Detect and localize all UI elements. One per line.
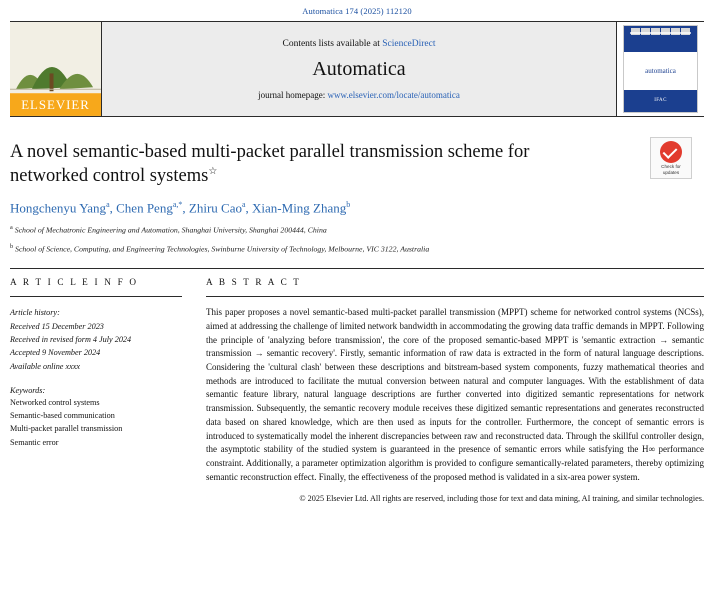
running-head: Automatica 174 (2025) 112120: [302, 6, 412, 16]
check-icon: [660, 141, 682, 163]
cover-footer-band: [624, 90, 697, 112]
author-affil-mark: b: [346, 200, 351, 210]
abstract-text: This paper proposes a novel semantic-based multi-packet parallel transmission (MPPT) scheme for networked control systems (NCSs), aimed at addressing the challenge of limited network bandwidth in accommodating the growing data traffic demands in MPPT. Following the principle of 'analyzing before transmission', the core of the proposed semantic-based MPPT is 'semantic extraction → semantic transmission → semantic recovery'. Firstly, semantic information of raw data is extracted in the form of natural language descriptions. Considering the 'cultural clash' between these descriptions and bitstream-based system components, fuzzy mathematical theories and methods are introduced to facilitate the mutual conversion between natural and computer languages. With the establishment of data semantic feature library, natural language descriptions are further converted into digitized semantic representations for network transmission. Subsequently, the semantic recovery module receives these digitized semantic representations and generates reconstructed data based on shared knowledge, which are then used as inputs for the controller. Furthermore, the concept of semantic errors is introduced to systematically model the inherent discrepancies between raw and reconstructed data. Through the skillful controller design, the asymptotic stability of the studied system is guaranteed in the presence of semantic errors while satisfying the H∞ performance constraint. Additionally, a parameter optimization algorithm is provided to configure semantically-related parameters, thereby optimizing semantic reconstruction effect. Finally, the effectiveness of the proposed method is validated in a six-area power system.: [206, 307, 704, 482]
crossmark-badge[interactable]: [650, 137, 692, 179]
svg-text:ELSEVIER: ELSEVIER: [21, 98, 90, 113]
publisher-logo: [10, 22, 102, 116]
history-item: Accepted 9 November 2024: [10, 348, 101, 358]
cover-image: [623, 25, 698, 113]
history-item: Available online xxxx: [10, 361, 81, 371]
affiliation-text: School of Science, Computing, and Engineering Technologies, Swinburne University of Technology, Melbourne, VIC 3122, Australia: [15, 244, 430, 254]
journal-masthead: [10, 21, 704, 117]
journal-cover: [616, 22, 704, 116]
cover-footer-text: IFAC: [654, 98, 667, 104]
affiliation-mark: b: [10, 242, 14, 250]
keyword-item: Semantic error: [10, 437, 59, 447]
keywords-label: Keywords:: [10, 385, 46, 395]
journal-homepage-line: [108, 90, 610, 100]
journal-title: Automatica: [312, 57, 406, 80]
info-abstract-columns: [10, 277, 704, 505]
article-info-rule: [10, 296, 182, 297]
abstract-rule: [206, 296, 704, 297]
crossmark-line2: updates: [662, 169, 680, 175]
affiliation-text: School of Mechatronic Engineering and Automation, Shanghai University, Shanghai 200444, China: [14, 225, 327, 235]
author-affil-mark: a: [106, 200, 110, 210]
abstract-heading: A B S T R A C T: [206, 277, 302, 288]
author-list: Hongchenyu Yang$^a$, Chen Peng$^{a,*}$, Zhiru Cao$^a$, Xian-Ming Zhang$^b$: [10, 200, 351, 216]
article-history: [10, 306, 182, 372]
keywords-list: [10, 396, 182, 449]
title-text: A novel semantic-based multi-packet parallel transmission scheme for networked control systems: [10, 142, 530, 186]
section-divider: [10, 268, 704, 269]
title-block: [10, 117, 704, 254]
author-name[interactable]: Zhiru Cao: [188, 200, 242, 216]
cover-title: automatica: [624, 52, 697, 90]
author-name[interactable]: Xian-Ming Zhang: [252, 200, 347, 216]
history-item: Received in revised form 4 July 2024: [10, 335, 132, 345]
cover-header-band: [624, 26, 697, 52]
contents-line: [108, 39, 610, 49]
author-affil-mark: a,*: [172, 200, 183, 210]
article-info-column: [10, 277, 198, 505]
title-footnote-mark: ☆: [208, 165, 218, 177]
history-label: Article history:: [10, 308, 60, 318]
sciencedirect-link[interactable]: ScienceDirect: [382, 38, 436, 49]
page-title: [10, 141, 610, 188]
author-affil-mark: a: [241, 200, 246, 210]
keyword-item: Multi-packet parallel transmission: [10, 424, 123, 434]
abstract-column: [198, 277, 704, 505]
elsevier-tree-icon: [10, 22, 101, 116]
affiliation: [10, 224, 704, 236]
author-name[interactable]: Hongchenyu Yang: [10, 200, 107, 216]
keyword-item: Semantic-based communication: [10, 411, 115, 421]
homepage-link[interactable]: www.elsevier.com/locate/automatica: [327, 89, 460, 100]
cover-strip: [631, 28, 690, 35]
affiliation-mark: a: [10, 223, 13, 231]
contents-prefix: Contents lists available at: [282, 38, 383, 49]
masthead-center: [102, 22, 616, 116]
crossmark-line1: Check for: [661, 164, 681, 169]
keyword-item: Networked control systems: [10, 397, 100, 407]
copyright-notice: © 2025 Elsevier Ltd. All rights are reserved, including those for text and data mining, AI training, and similar technologies.: [299, 494, 704, 504]
article-info-heading: A R T I C L E I N F O: [10, 277, 139, 288]
author-name[interactable]: Chen Peng: [116, 200, 173, 216]
affiliation: [10, 243, 704, 255]
history-item: Received 15 December 2023: [10, 321, 104, 331]
homepage-prefix: journal homepage:: [258, 89, 328, 100]
